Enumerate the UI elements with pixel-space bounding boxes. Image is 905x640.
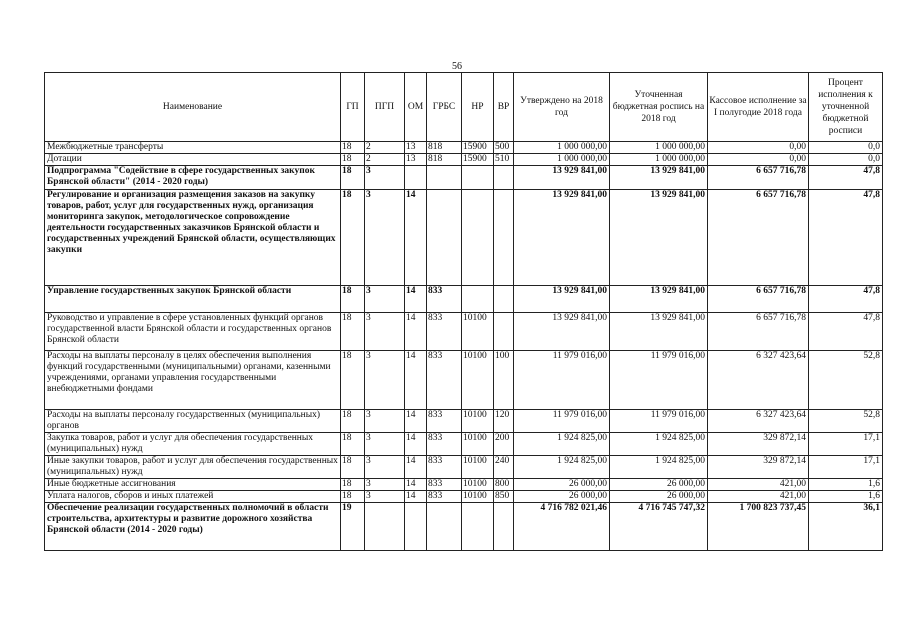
cell-revised: 1 924 825,00 bbox=[610, 433, 708, 456]
cell-revised: 13 929 841,00 bbox=[610, 286, 708, 313]
cell-percent: 36,1 bbox=[809, 503, 883, 551]
cell-grbs: 833 bbox=[427, 433, 462, 456]
col-header-name: Наименование bbox=[45, 73, 341, 142]
cell-executed: 329 872,14 bbox=[708, 456, 809, 479]
cell-percent: 0,0 bbox=[809, 142, 883, 154]
cell-gp: 18 bbox=[341, 491, 365, 503]
cell-grbs: 818 bbox=[427, 154, 462, 166]
cell-nr: 15900 bbox=[462, 154, 494, 166]
cell-pgp: 3 bbox=[365, 351, 405, 410]
cell-name: Уплата налогов, сборов и иных платежей bbox=[45, 491, 341, 503]
cell-approved: 13 929 841,00 bbox=[514, 166, 610, 190]
table-row bbox=[45, 154, 883, 166]
cell-grbs: 833 bbox=[427, 479, 462, 491]
cell-vr: 510 bbox=[494, 154, 514, 166]
cell-grbs bbox=[427, 166, 462, 190]
cell-revised: 11 979 016,00 bbox=[610, 410, 708, 433]
cell-pgp bbox=[365, 503, 405, 551]
cell-approved: 1 000 000,00 bbox=[514, 142, 610, 154]
table-row bbox=[45, 166, 883, 190]
cell-executed: 0,00 bbox=[708, 142, 809, 154]
cell-vr: 120 bbox=[494, 410, 514, 433]
page-number: 56 bbox=[452, 61, 462, 72]
cell-percent: 52,8 bbox=[809, 351, 883, 410]
cell-vr: 800 bbox=[494, 479, 514, 491]
cell-grbs: 833 bbox=[427, 410, 462, 433]
cell-gp: 18 bbox=[341, 190, 365, 286]
table-row bbox=[45, 456, 883, 479]
cell-name: Иные закупки товаров, работ и услуг для обеспечения государственных (муниципальных) нужд bbox=[45, 456, 341, 479]
col-header-om: ОМ bbox=[405, 73, 427, 142]
cell-approved: 11 979 016,00 bbox=[514, 351, 610, 410]
cell-nr: 10100 bbox=[462, 456, 494, 479]
cell-om: 14 bbox=[405, 190, 427, 286]
cell-vr bbox=[494, 313, 514, 351]
cell-vr bbox=[494, 166, 514, 190]
cell-om: 14 bbox=[405, 479, 427, 491]
cell-pgp: 2 bbox=[365, 154, 405, 166]
col-header-grbs: ГРБС bbox=[427, 73, 462, 142]
cell-nr: 10100 bbox=[462, 491, 494, 503]
cell-name: Межбюджетные трансферты bbox=[45, 142, 341, 154]
cell-approved: 1 000 000,00 bbox=[514, 154, 610, 166]
cell-revised: 13 929 841,00 bbox=[610, 166, 708, 190]
col-header-approved: Утверждено на 2018 год bbox=[514, 73, 610, 142]
cell-percent: 17,1 bbox=[809, 456, 883, 479]
cell-percent: 47,8 bbox=[809, 190, 883, 286]
cell-approved: 13 929 841,00 bbox=[514, 190, 610, 286]
table-row bbox=[45, 503, 883, 551]
col-header-gp: ГП bbox=[341, 73, 365, 142]
cell-pgp: 2 bbox=[365, 142, 405, 154]
cell-approved: 1 924 825,00 bbox=[514, 433, 610, 456]
cell-om bbox=[405, 503, 427, 551]
cell-pgp: 3 bbox=[365, 479, 405, 491]
cell-revised: 26 000,00 bbox=[610, 479, 708, 491]
cell-approved: 11 979 016,00 bbox=[514, 410, 610, 433]
header-row bbox=[45, 73, 883, 142]
cell-gp: 18 bbox=[341, 456, 365, 479]
table-row bbox=[45, 410, 883, 433]
cell-approved: 13 929 841,00 bbox=[514, 313, 610, 351]
col-header-pgp: ПГП bbox=[365, 73, 405, 142]
cell-pgp: 3 bbox=[365, 190, 405, 286]
cell-executed: 6 657 716,78 bbox=[708, 190, 809, 286]
cell-approved: 26 000,00 bbox=[514, 491, 610, 503]
cell-om: 14 bbox=[405, 351, 427, 410]
table-row bbox=[45, 479, 883, 491]
cell-vr: 850 bbox=[494, 491, 514, 503]
cell-nr: 10100 bbox=[462, 433, 494, 456]
cell-name: Дотации bbox=[45, 154, 341, 166]
cell-percent: 52,8 bbox=[809, 410, 883, 433]
cell-gp: 18 bbox=[341, 142, 365, 154]
cell-revised: 1 924 825,00 bbox=[610, 456, 708, 479]
cell-gp: 18 bbox=[341, 154, 365, 166]
cell-name: Иные бюджетные ассигнования bbox=[45, 479, 341, 491]
cell-om: 14 bbox=[405, 410, 427, 433]
cell-grbs: 833 bbox=[427, 491, 462, 503]
cell-revised: 13 929 841,00 bbox=[610, 313, 708, 351]
cell-vr: 100 bbox=[494, 351, 514, 410]
cell-gp: 18 bbox=[341, 479, 365, 491]
cell-executed: 6 657 716,78 bbox=[708, 166, 809, 190]
budget-table bbox=[44, 72, 883, 551]
cell-percent: 1,6 bbox=[809, 491, 883, 503]
cell-nr: 10100 bbox=[462, 410, 494, 433]
cell-vr: 200 bbox=[494, 433, 514, 456]
cell-executed: 421,00 bbox=[708, 491, 809, 503]
cell-vr bbox=[494, 190, 514, 286]
cell-name: Регулирование и организация размещения заказов на закупку товаров, работ, услуг для государственных нужд, организация мониторинга закупок, методологическое сопровождение деятельности государственных заказчиков Брянской области и государственных учреждений Брянской области, осуществляющих закупки bbox=[45, 190, 341, 286]
cell-percent: 1,6 bbox=[809, 479, 883, 491]
cell-gp: 18 bbox=[341, 166, 365, 190]
cell-gp: 18 bbox=[341, 410, 365, 433]
cell-approved: 26 000,00 bbox=[514, 479, 610, 491]
table-row bbox=[45, 491, 883, 503]
cell-grbs bbox=[427, 190, 462, 286]
cell-nr: 10100 bbox=[462, 313, 494, 351]
cell-executed: 329 872,14 bbox=[708, 433, 809, 456]
cell-nr bbox=[462, 190, 494, 286]
table-body bbox=[45, 142, 883, 551]
cell-grbs: 833 bbox=[427, 286, 462, 313]
cell-pgp: 3 bbox=[365, 313, 405, 351]
cell-vr bbox=[494, 503, 514, 551]
cell-grbs: 833 bbox=[427, 313, 462, 351]
cell-nr: 15900 bbox=[462, 142, 494, 154]
cell-executed: 0,00 bbox=[708, 154, 809, 166]
cell-executed: 6 327 423,64 bbox=[708, 351, 809, 410]
cell-executed: 421,00 bbox=[708, 479, 809, 491]
cell-gp: 18 bbox=[341, 286, 365, 313]
table-row bbox=[45, 190, 883, 286]
cell-percent: 0,0 bbox=[809, 154, 883, 166]
cell-name: Расходы на выплаты персоналу государственных (муниципальных) органов bbox=[45, 410, 341, 433]
cell-pgp: 3 bbox=[365, 491, 405, 503]
cell-om: 14 bbox=[405, 286, 427, 313]
table-row bbox=[45, 286, 883, 313]
cell-grbs bbox=[427, 503, 462, 551]
cell-vr: 500 bbox=[494, 142, 514, 154]
col-header-percent: Процент исполнения к уточненной бюджетной росписи bbox=[809, 73, 883, 142]
cell-name: Подпрограмма "Содействие в сфере государственных закупок Брянской области" (2014 - 2020 годы) bbox=[45, 166, 341, 190]
cell-approved: 4 716 782 021,46 bbox=[514, 503, 610, 551]
cell-nr bbox=[462, 503, 494, 551]
cell-grbs: 818 bbox=[427, 142, 462, 154]
cell-name: Расходы на выплаты персоналу в целях обеспечения выполнения функций государственными (муниципальными) органами, казенными учреждениями, органами управления государственными внебюджетными фондами bbox=[45, 351, 341, 410]
cell-revised: 1 000 000,00 bbox=[610, 142, 708, 154]
table-row bbox=[45, 351, 883, 410]
col-header-executed: Кассовое исполнение за I полугодие 2018 года bbox=[708, 73, 809, 142]
cell-percent: 47,8 bbox=[809, 313, 883, 351]
cell-pgp: 3 bbox=[365, 410, 405, 433]
cell-revised: 26 000,00 bbox=[610, 491, 708, 503]
cell-gp: 18 bbox=[341, 313, 365, 351]
cell-gp: 18 bbox=[341, 351, 365, 410]
col-header-nr: НР bbox=[462, 73, 494, 142]
cell-nr: 10100 bbox=[462, 351, 494, 410]
cell-approved: 13 929 841,00 bbox=[514, 286, 610, 313]
cell-grbs: 833 bbox=[427, 456, 462, 479]
cell-om: 13 bbox=[405, 154, 427, 166]
cell-name: Закупка товаров, работ и услуг для обеспечения государственных (муниципальных) нужд bbox=[45, 433, 341, 456]
cell-revised: 4 716 745 747,32 bbox=[610, 503, 708, 551]
cell-gp: 19 bbox=[341, 503, 365, 551]
col-header-vr: ВР bbox=[494, 73, 514, 142]
cell-executed: 6 657 716,78 bbox=[708, 286, 809, 313]
cell-om: 14 bbox=[405, 491, 427, 503]
cell-name: Обеспечение реализации государственных полномочий в области строительства, архитектуры и развитие дорожного хозяйства Брянской области (2014 - 2020 годы) bbox=[45, 503, 341, 551]
table-row bbox=[45, 142, 883, 154]
cell-nr bbox=[462, 286, 494, 313]
cell-om: 14 bbox=[405, 313, 427, 351]
cell-percent: 17,1 bbox=[809, 433, 883, 456]
cell-executed: 1 700 823 737,45 bbox=[708, 503, 809, 551]
cell-om: 14 bbox=[405, 433, 427, 456]
cell-revised: 11 979 016,00 bbox=[610, 351, 708, 410]
cell-gp: 18 bbox=[341, 433, 365, 456]
table-row bbox=[45, 433, 883, 456]
cell-vr: 240 bbox=[494, 456, 514, 479]
cell-nr: 10100 bbox=[462, 479, 494, 491]
cell-grbs: 833 bbox=[427, 351, 462, 410]
cell-vr bbox=[494, 286, 514, 313]
table-row bbox=[45, 313, 883, 351]
cell-pgp: 3 bbox=[365, 166, 405, 190]
cell-pgp: 3 bbox=[365, 286, 405, 313]
cell-om bbox=[405, 166, 427, 190]
cell-name: Управление государственных закупок Брянской области bbox=[45, 286, 341, 313]
cell-pgp: 3 bbox=[365, 433, 405, 456]
cell-executed: 6 657 716,78 bbox=[708, 313, 809, 351]
cell-om: 13 bbox=[405, 142, 427, 154]
cell-percent: 47,8 bbox=[809, 166, 883, 190]
cell-name: Руководство и управление в сфере установленных функций органов государственной власти Брянской области и государственных органов Брянской области bbox=[45, 313, 341, 351]
col-header-revised: Уточненная бюджетная роспись на 2018 год bbox=[610, 73, 708, 142]
cell-nr bbox=[462, 166, 494, 190]
cell-pgp: 3 bbox=[365, 456, 405, 479]
cell-percent: 47,8 bbox=[809, 286, 883, 313]
cell-om: 14 bbox=[405, 456, 427, 479]
cell-revised: 1 000 000,00 bbox=[610, 154, 708, 166]
cell-revised: 13 929 841,00 bbox=[610, 190, 708, 286]
cell-executed: 6 327 423,64 bbox=[708, 410, 809, 433]
cell-approved: 1 924 825,00 bbox=[514, 456, 610, 479]
